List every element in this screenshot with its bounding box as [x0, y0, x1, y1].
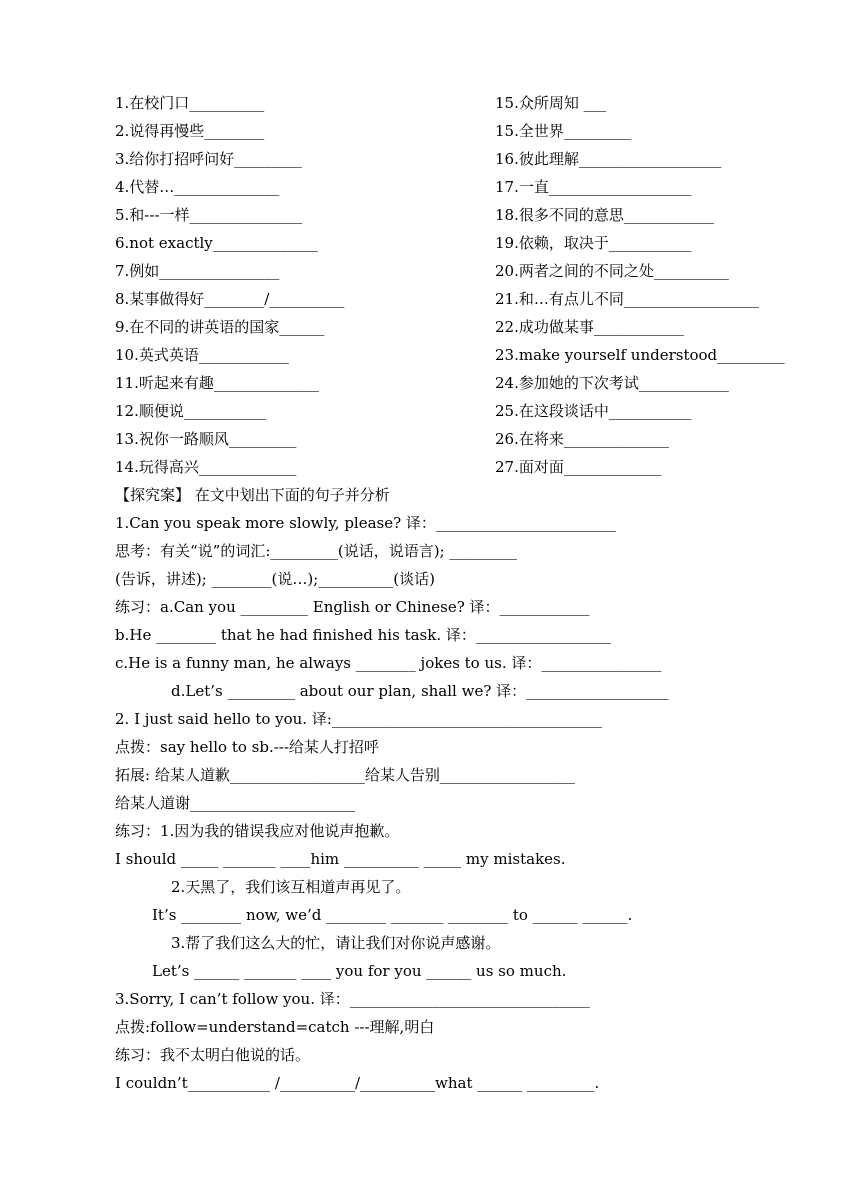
- exercise-line: (告诉，讲述); ________(说…);__________(谈话): [115, 570, 435, 588]
- exercise-line: Let’s ______ _______ ____ you for you ______ us so much.: [152, 962, 567, 980]
- vocab-item-left: 11.听起来有趣______________: [115, 374, 319, 392]
- vocab-item-left: 3.给你打招呼问好_________: [115, 150, 302, 168]
- vocab-item-left: 1.在校门口__________: [115, 94, 265, 112]
- vocab-item-right: 16.彼此理解___________________: [495, 150, 722, 168]
- exercise-line: 练习：1.因为我的错误我应对他说声抱歉。: [115, 822, 400, 840]
- vocab-item-right: 19.依赖，取决于___________: [495, 234, 692, 252]
- vocab-item-right: 24.参加她的下次考试____________: [495, 374, 729, 392]
- vocab-item-right: 26.在将来______________: [495, 430, 669, 448]
- exercise-line: It’s ________ now, we’d ________ _______ ________ to ______ ______.: [152, 906, 633, 924]
- exercise-line: c.He is a funny man, he always ________ jokes to us. 译：________________: [115, 654, 662, 672]
- exercise-line: 练习：我不太明白他说的话。: [115, 1046, 311, 1064]
- vocab-item-left: 6.not exactly______________: [115, 234, 318, 252]
- exercise-line: 【探究案】 在文中划出下面的句子并分析: [115, 486, 390, 504]
- exercise-line: 给某人道谢______________________: [115, 794, 356, 812]
- vocab-item-right: 15.全世界_________: [495, 122, 632, 140]
- vocab-item-right: 18.很多不同的意思____________: [495, 206, 714, 224]
- exercise-line: d.Let’s _________ about our plan, shall we? 译：___________________: [171, 682, 669, 700]
- exercise-line: 3.Sorry, I can’t follow you. 译：________________________________: [115, 990, 590, 1008]
- vocab-item-right: 15.众所周知 ___: [495, 94, 607, 112]
- vocab-item-left: 8.某事做得好________/__________: [115, 290, 345, 308]
- vocab-item-left: 5.和---一样_______________: [115, 206, 303, 224]
- exercise-line: 点拨:follow=understand=catch ---理解,明白: [115, 1018, 435, 1036]
- vocab-item-right: 27.面对面_____________: [495, 458, 662, 476]
- exercise-line: 3.帮了我们这么大的忙，请让我们对你说声感谢。: [171, 934, 501, 952]
- exercise-line: 思考：有关“说”的词汇:_________(说话，说语言); _________: [115, 542, 517, 560]
- exercise-line: 2.天黑了，我们该互相道声再见了。: [171, 878, 411, 896]
- vocab-item-right: 22.成功做某事____________: [495, 318, 684, 336]
- vocab-item-left: 9.在不同的讲英语的国家______: [115, 318, 325, 336]
- vocab-item-left: 4.代替…______________: [115, 178, 280, 196]
- vocab-item-right: 23.make yourself understood_________: [495, 346, 785, 364]
- vocab-item-right: 21.和…有点儿不同__________________: [495, 290, 759, 308]
- exercise-line: I couldn’t___________ /__________/__________what ______ _________.: [115, 1074, 600, 1092]
- vocab-item-right: 17.一直___________________: [495, 178, 692, 196]
- vocab-item-left: 2.说得再慢些________: [115, 122, 265, 140]
- exercise-line: 1.Can you speak more slowly, please? 译：________________________: [115, 514, 616, 532]
- vocab-item-left: 12.顺便说___________: [115, 402, 267, 420]
- vocab-item-right: 25.在这段谈话中___________: [495, 402, 692, 420]
- vocab-item-left: 13.祝你一路顺风_________: [115, 430, 297, 448]
- vocab-item-left: 14.玩得高兴_____________: [115, 458, 297, 476]
- exercise-line: 练习：a.Can you _________ English or Chinese? 译：____________: [115, 598, 590, 616]
- exercise-line: b.He ________ that he had finished his task. 译：__________________: [115, 626, 611, 644]
- exercise-line: I should _____ _______ ____him __________ _____ my mistakes.: [115, 850, 566, 868]
- vocab-item-left: 7.例如________________: [115, 262, 280, 280]
- vocab-item-left: 10.英式英语____________: [115, 346, 289, 364]
- vocab-item-right: 20.两者之间的不同之处__________: [495, 262, 729, 280]
- vocabulary-grid: [115, 89, 825, 481]
- exercise-line: 点拨：say hello to sb.---给某人打招呼: [115, 738, 379, 756]
- exercise-line: 2. I just said hello to you. 译:____________________________________: [115, 710, 602, 728]
- exercise-section: [115, 481, 835, 1097]
- exercise-line: 拓展: 给某人道歉__________________给某人告别__________________: [115, 766, 575, 784]
